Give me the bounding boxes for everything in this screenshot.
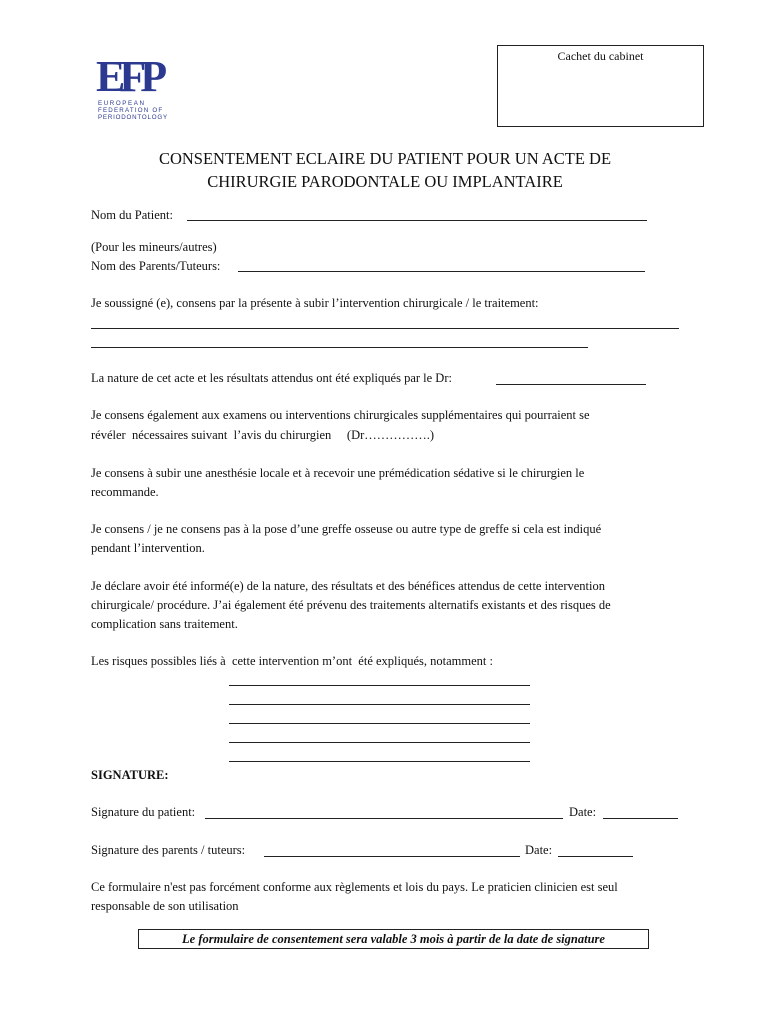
graft-line-1: Je consens / je ne consens pas à la pose d’une greffe osseuse ou autre type de greffe si cela est indiqué: [91, 522, 602, 536]
logo-line-3: PERIODONTOLOGY: [98, 114, 168, 121]
disclaimer-line-2: responsable de son utilisation: [91, 899, 239, 913]
patient-name-field[interactable]: [187, 220, 647, 221]
graft-line-2: pendant l’intervention.: [91, 541, 205, 555]
patient-signature-field[interactable]: [205, 818, 563, 819]
parents-date-label: Date:: [525, 843, 553, 857]
parents-name-label: Nom des Parents/Tuteurs:: [91, 259, 221, 273]
intervention-field-2[interactable]: [91, 347, 588, 348]
efp-logo-graphic: [94, 55, 186, 121]
parents-signature-field[interactable]: [264, 856, 520, 857]
parents-date-field[interactable]: [558, 856, 633, 857]
risk-field-2[interactable]: [229, 704, 530, 705]
additional-consent-line-1: Je consens également aux examens ou interventions chirurgicales supplémentaires qui pourraient se: [91, 408, 590, 422]
anesthesia-line-1: Je consens à subir une anesthésie locale et à recevoir une prémédication sédative si le chirurgien le: [91, 466, 585, 480]
informed-line-3: complication sans traitement.: [91, 617, 238, 631]
parents-signature-label: Signature des parents / tuteurs:: [91, 843, 246, 857]
patient-name-label: Nom du Patient:: [91, 208, 173, 222]
informed-line-1: Je déclare avoir été informé(e) de la nature, des résultats et des bénéfices attendus de cette intervention: [91, 579, 606, 593]
doctor-name-field[interactable]: [496, 384, 646, 385]
cabinet-stamp-box[interactable]: [497, 45, 704, 127]
risk-field-1[interactable]: [229, 685, 530, 686]
risks-text: Les risques possibles liés à cette intervention m’ont été expliqués, notamment :: [91, 654, 493, 668]
validity-note: Le formulaire de consentement sera valable 3 mois à partir de la date de signature: [182, 932, 605, 946]
risk-field-4[interactable]: [229, 742, 530, 743]
risk-field-3[interactable]: [229, 723, 530, 724]
validity-note-box: [138, 929, 649, 949]
stamp-label: Cachet du cabinet: [557, 49, 644, 63]
logo-letters: EFP: [96, 55, 162, 101]
anesthesia-line-2: recommande.: [91, 485, 159, 499]
additional-consent-line-2: révéler nécessaires suivant l’avis du chirurgien (Dr…………….): [91, 428, 435, 442]
document-title: [60, 147, 710, 193]
signature-heading: SIGNATURE:: [91, 768, 169, 782]
parents-name-field[interactable]: [238, 271, 645, 272]
logo-line-2: FEDERATION OF: [98, 107, 164, 114]
nature-explained-text: La nature de cet acte et les résultats attendus ont été expliqués par le Dr:: [91, 371, 452, 385]
patient-date-label: Date:: [569, 805, 597, 819]
disclaimer-line-1: Ce formulaire n'est pas forcément conforme aux règlements et lois du pays. Le praticien clinicien est seul: [91, 880, 618, 894]
consent-intervention-text: Je soussigné (e), consens par la présente à subir l’intervention chirurgicale / le traitement:: [91, 296, 539, 310]
patient-date-field[interactable]: [603, 818, 678, 819]
informed-line-2: chirurgicale/ procédure. J’ai également été prévenu des traitements alternatifs existants et des risques de: [91, 598, 611, 612]
logo-line-1: EUROPEAN: [98, 100, 146, 107]
minors-label: (Pour les mineurs/autres): [91, 240, 217, 254]
risk-field-5[interactable]: [229, 761, 530, 762]
efp-logo: [94, 55, 186, 121]
title-line-1: CONSENTEMENT ECLAIRE DU PATIENT POUR UN ACTE DE: [158, 149, 612, 168]
intervention-field-1[interactable]: [91, 328, 679, 329]
patient-signature-label: Signature du patient:: [91, 805, 196, 819]
title-line-2: CHIRURGIE PARODONTALE OU IMPLANTAIRE: [207, 172, 563, 191]
